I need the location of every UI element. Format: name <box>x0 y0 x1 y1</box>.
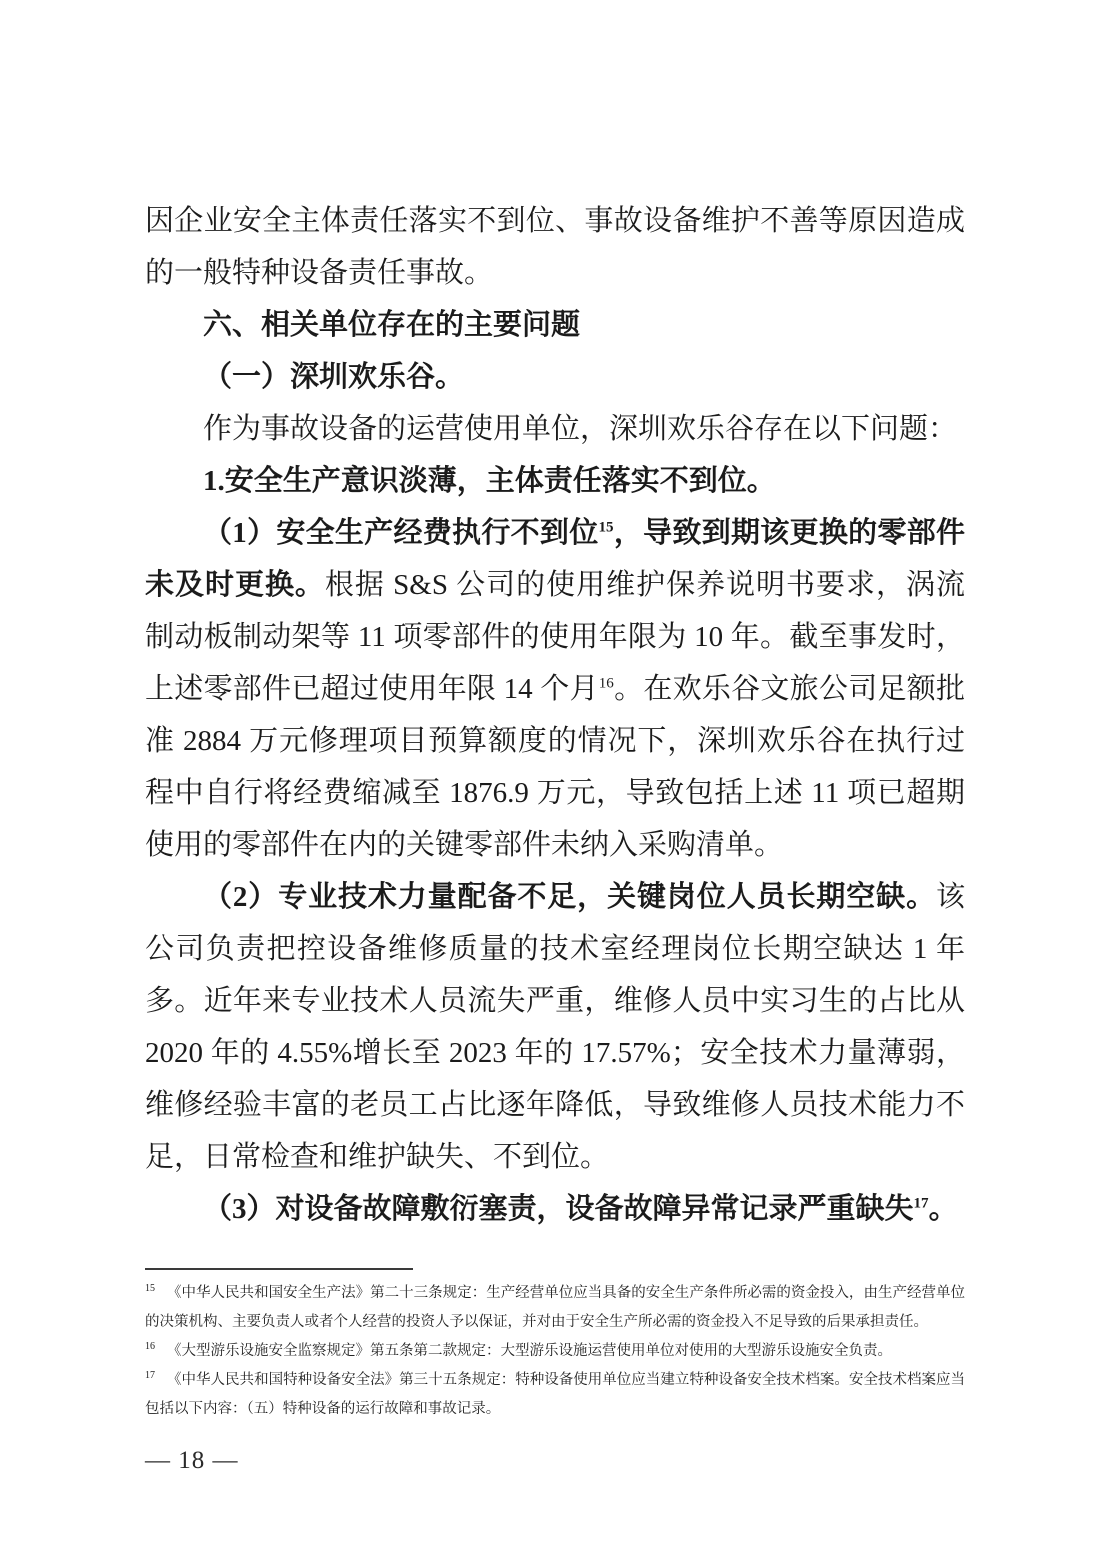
paragraph-6 <box>145 871 965 1183</box>
footnote-number-15: 15 <box>145 1283 155 1295</box>
paragraph-1 <box>145 299 965 351</box>
footnote-area <box>145 1268 965 1424</box>
paragraph-7 <box>145 1183 965 1235</box>
footnote-text: 《中华人民共和国安全生产法》第二十三条规定：生产经营单位应当具备的安全生产条件所必需的资金投入，由生产经营单位的决策机构、主要负责人或者个人经营的投资人予以保证，并对由于安全生产所必需的资金投入不足导致的后果承担责任。 <box>145 1285 965 1330</box>
paragraph-0 <box>145 195 965 299</box>
footnote-reference-17: 17 <box>913 1195 929 1212</box>
text-segment: 因企业安全主体责任落实不到位、事故设备维护不善等原因造成的一般特种设备责任事故。 <box>145 205 965 289</box>
text-segment: 。在欢乐谷文旅公司足额批准 2884 万元修理项目预算额度的情况下，深圳欢乐谷在执行过程中自行将经费缩减至 1876.9 万元，导致包括上述 11 项已超期使用的零部件在内的关键零部件未纳入采购清单。 <box>145 673 965 861</box>
text-segment: （3）对设备故障敷衍塞责，设备故障异常记录严重缺失 <box>203 1193 914 1225</box>
text-segment: （1）安全生产经费执行不到位 <box>203 517 599 549</box>
text-segment: 根据 S&S 公司的使用维护保养说明书要求，涡流制动板制动架等 11 项零部件的使用年限为 10 年。截至事发时，上述零部件已超过使用年限 14 个月 <box>145 569 965 705</box>
footnote-reference-15: 15 <box>598 519 614 536</box>
text-segment: （2）专业技术力量配备不足，关键岗位人员长期空缺。 <box>203 881 936 913</box>
text-segment: 六、相关单位存在的主要问题 <box>203 309 581 341</box>
footnote-16 <box>145 1337 965 1366</box>
footnote-text: 《中华人民共和国特种设备安全法》第三十五条规定：特种设备使用单位应当建立特种设备安全技术档案。安全技术档案应当包括以下内容：（五）特种设备的运行故障和事故记录。 <box>145 1372 965 1417</box>
paragraph-5 <box>145 507 965 871</box>
footnote-15 <box>145 1279 965 1337</box>
footnote-17 <box>145 1366 965 1424</box>
text-segment: 1.安全生产意识淡薄，主体责任落实不到位。 <box>203 465 776 497</box>
footnote-divider <box>145 1268 413 1270</box>
text-segment: ，导致到期该更换的零部件未及时更换。 <box>145 517 965 601</box>
footnote-list <box>145 1279 965 1424</box>
footnote-number-17: 17 <box>145 1370 155 1382</box>
paragraph-4 <box>145 455 965 507</box>
document-body <box>145 195 965 1235</box>
page-number: — 18 — <box>145 1447 239 1474</box>
paragraph-2 <box>145 351 965 403</box>
paragraph-3 <box>145 403 965 455</box>
footnote-number-16: 16 <box>145 1341 155 1353</box>
footnote-text: 《大型游乐设施安全监察规定》第五条第二款规定：大型游乐设施运营使用单位对使用的大型游乐设施安全负责。 <box>167 1343 892 1359</box>
text-segment: 作为事故设备的运营使用单位，深圳欢乐谷存在以下问题： <box>203 413 958 445</box>
text-segment: （一）深圳欢乐谷。 <box>203 361 465 393</box>
text-segment: 。 <box>928 1193 958 1225</box>
text-segment: 该公司负责把控设备维修质量的技术室经理岗位长期空缺达 1 年多。近年来专业技术人员流失严重，维修人员中实习生的占比从 2020 年的 4.55%增长至 2023 年的 17.57%；安全技术力量薄弱，维修经验丰富的老员工占比逐年降低，导致维修人员技术能力不足，日常检查和维护缺失、不到位。 <box>145 881 965 1173</box>
footnote-reference-16: 16 <box>598 675 614 692</box>
